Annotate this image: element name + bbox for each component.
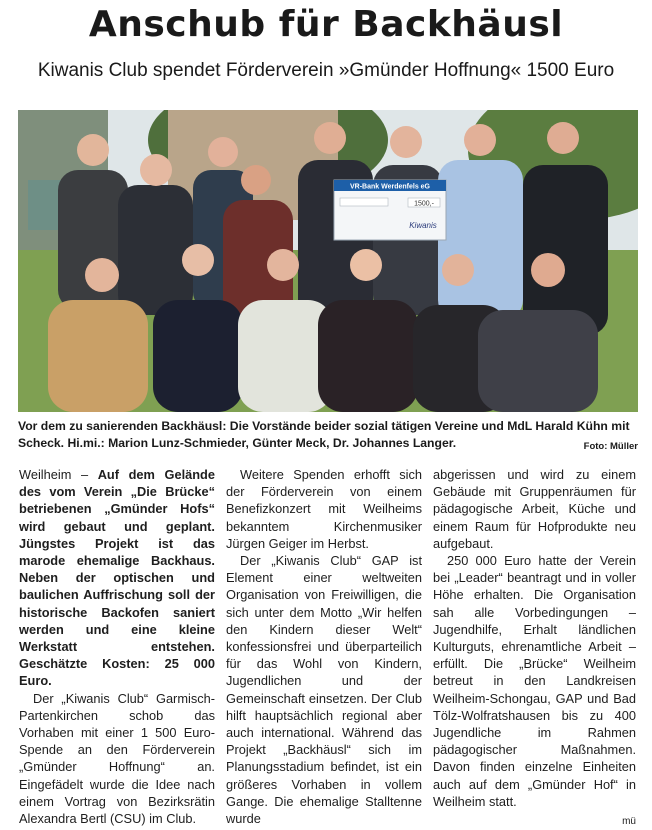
article-column-1 [19, 466, 215, 827]
lead-text: Auf dem Gelände des vom Verein „Die Brücke“ betriebenen „Gmünder Hofs“ wird gebaut und geplant. Jüngstes Projekt ist das marode ehemalige Backhaus. Neben der optischen und baulichen Auffrischung soll der historische Backofen saniert werden und eine kleine Werkstatt entstehen. Geschätzte Kosten: 25 000 Euro. [19, 467, 215, 689]
article-column-3 [433, 466, 636, 830]
cheque-signature: Kiwanis [409, 221, 437, 230]
headline: Anschub für Backhäusl [88, 4, 564, 45]
body-paragraph: Der „Kiwanis Club“ GAP ist Element einer weltweiten Organisation von Freiwilligen, die sich unter dem Motto „Wir helfen den Kindern dieser Welt“ konfessionsfrei und überparteilich für das Wohl von Kindern, Jugendlichen und der Gemeinschaft einsetzen. Der Club hilft hauptsächlich regional aber auch international. Während das Projekt „Backhäusl“ sich im Planungsstadium befindet, ist ein größeres Vorhaben in vollem Gange. Die ehemalige Stalltenne wurde [226, 553, 422, 827]
author-signature: mü [622, 816, 636, 828]
group-photo [18, 110, 638, 412]
dateline: Weilheim – [19, 467, 89, 482]
body-paragraph: 250 000 Euro hatte der Verein bei „Leader“ beantragt und in voller Höhe erhalten. Die Organisation sah alle Vorbedingungen – Jugendhilfe, Erhalt ländlichen Kulturguts, ehrenamtliche Arbeit – erfüllt. Die „Brücke“ Weilheim betreut in den Landkreisen Weilheim-Schongau, GAP und Bad Tölz-Wolfratshausen bis zu 400 Jugendliche im Rahmen pädagogischer Maßnahmen. Davon finden einzelne Einheiten auch auf dem „Gmünder Hof“ in Weilheim statt. [433, 553, 636, 809]
cheque [334, 180, 446, 240]
subheadline: Kiwanis Club spendet Förderverein »Gmünder Hoffnung« 1500 Euro [37, 60, 615, 81]
cheque-amount: 1500,- [414, 200, 434, 208]
body-paragraph: Der „Kiwanis Club“ Garmisch-Partenkirchen schob das Vorhaben mit einer 1 500 Euro-Spende an den Förderverein „Gmünder Hoffnung“ an. Eingefädelt wurde die Idee nach einem Vortrag von Bezirksrätin Alexandra Bertl (CSU) im Club. [19, 690, 215, 827]
cheque-bank: VR-Bank Werdenfels eG [349, 183, 431, 191]
body-paragraph: abgerissen und wird zu einem Gebäude mit Gruppenräumen für pädagogische Arbeit, Küche und einem Raum für Hofprodukte neu aufgebaut. [433, 467, 636, 551]
photo-credit: Foto: Müller [583, 441, 638, 452]
lead-paragraph [19, 466, 215, 690]
caption-text: Vor dem zu sanierenden Backhäusl: Die Vorstände beider sozial tätigen Vereine und MdL Harald Kühn mit Scheck. Hi.mi.: Marion Lunz-Schmieder, Günter Meck, Dr. Johannes Langer. [18, 419, 630, 450]
body-paragraph: Weitere Spenden erhofft sich der Förderverein von einem Benefizkonzert mit Weilheims bekanntem Kirchenmusiker Jürgen Geiger im Herbst. [226, 467, 422, 551]
photo-caption [18, 418, 638, 455]
article-column-2 [226, 466, 422, 827]
